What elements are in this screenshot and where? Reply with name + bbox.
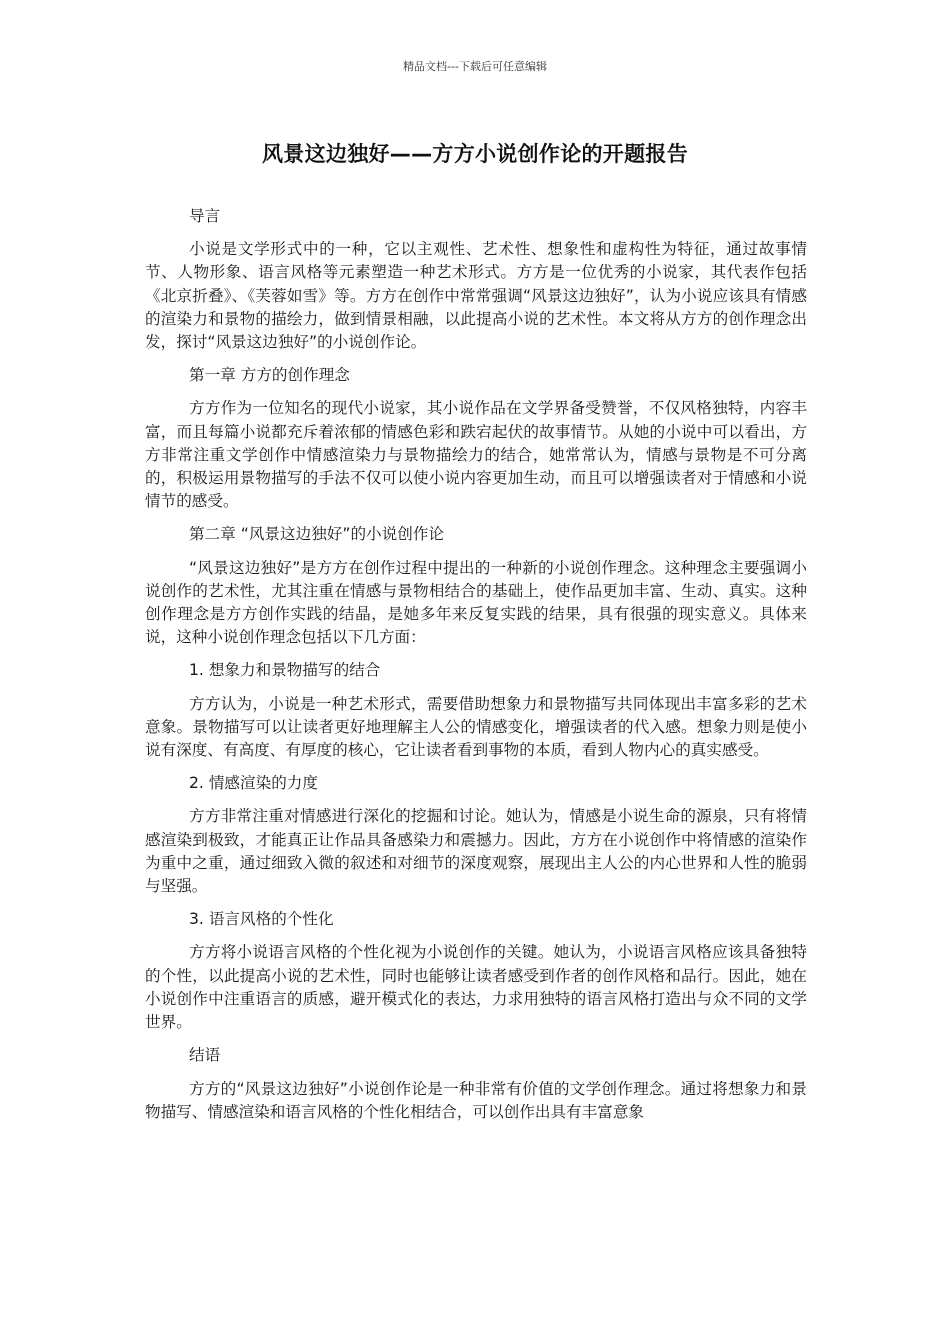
paragraph-chapter-2: “风景这边独好”是方方在创作过程中提出的一种新的小说创作理念。这种理念主要强调小说创作的艺术性，尤其注重在情感与景物相结合的基础上，使作品更加丰富、生动、真实。这种创作理念是方方创作实践的结晶，是她多年来反复实践的结果，具有很强的现实意义。具体来说，这种小说创作理念包括以下几方面：: [145, 558, 807, 647]
subheading-3: 3. 语言风格的个性化: [189, 910, 334, 929]
page-header: 精品文档---下载后可任意编辑: [403, 60, 547, 73]
paragraph-conclusion: 方方的“风景这边独好”小说创作论是一种非常有价值的文学创作理念。通过将想象力和景物描写、情感渲染和语言风格的个性化相结合，可以创作出具有丰富意象: [145, 1079, 807, 1121]
subheading-1: 1. 想象力和景物描写的结合: [189, 661, 381, 680]
heading-introduction: 导言: [189, 207, 221, 225]
document-body: [145, 205, 807, 1134]
paragraph-point-1: 方方认为，小说是一种艺术形式，需要借助想象力和景物描写共同体现出丰富多彩的艺术意象。景物描写可以让读者更好地理解主人公的情感变化，增强读者的代入感。想象力则是使小说有深度、有高度、有厚度的核心，它让读者看到事物的本质，看到人物内心的真实感受。: [145, 694, 807, 760]
subheading-2: 2. 情感渲染的力度: [189, 774, 318, 793]
heading-chapter-1: 第一章 方方的创作理念: [189, 366, 350, 385]
document-title: 风景这边独好——方方小说创作论的开题报告: [262, 142, 688, 166]
heading-chapter-2: 第二章 “风景这边独好”的小说创作论: [189, 525, 445, 544]
paragraph-point-2: 方方非常注重对情感进行深化的挖掘和讨论。她认为，情感是小说生命的源泉，只有将情感渲染到极致，才能真正让作品具备感染力和震撼力。因此，方方在小说创作中将情感的渲染作为重中之重，通过细致入微的叙述和对细节的深度观察，展现出主人公的内心世界和人性的脆弱与坚强。: [145, 807, 807, 896]
paragraph-chapter-1: 方方作为一位知名的现代小说家，其小说作品在文学界备受赞誉，不仅风格独特，内容丰富，而且每篇小说都充斥着浓郁的情感色彩和跌宕起伏的故事情节。从她的小说中可以看出，方方非常注重文学创作中情感渲染力与景物描绘力的结合，她常常认为，情感与景物是不可分离的，积极运用景物描写的手法不仅可以使小说内容更加生动，而且可以增强读者对于情感和小说情节的感受。: [145, 399, 807, 511]
paragraph-introduction: 小说是文学形式中的一种，它以主观性、艺术性、想象性和虚构性为特征，通过故事情节、人物形象、语言风格等元素塑造一种艺术形式。方方是一位优秀的小说家，其代表作包括《北京折叠》、《芙蓉如雪》等。方方在创作中常常强调“风景这边独好”，认为小说应该具有情感的渲染力和景物的描绘力，做到情景相融，以此提高小说的艺术性。本文将从方方的创作理念出发，探讨“风景这边独好”的小说创作论。: [145, 240, 807, 352]
paragraph-point-3: 方方将小说语言风格的个性化视为小说创作的关键。她认为，小说语言风格应该具备独特的个性，以此提高小说的艺术性，同时也能够让读者感受到作者的创作风格和品行。因此，她在小说创作中注重语言的质感，避开模式化的表达，力求用独特的语言风格打造出与众不同的文学世界。: [145, 943, 807, 1032]
heading-conclusion: 结语: [189, 1046, 221, 1065]
